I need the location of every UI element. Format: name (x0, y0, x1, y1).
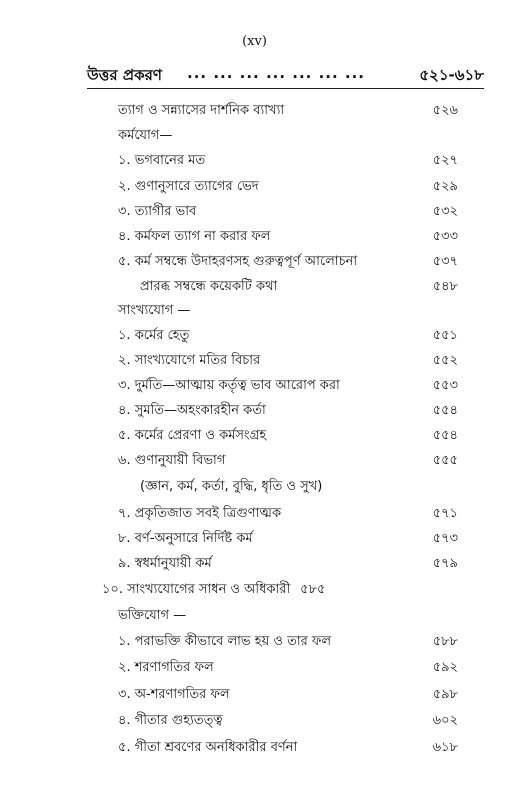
entry-label: ৮. বর্ণ-অনুসারে নির্দিষ্ট কর্ম (118, 531, 253, 546)
entry-page: ৫২৭ (432, 153, 458, 168)
toc-entry (118, 631, 458, 653)
toc-entry (118, 737, 458, 759)
toc-entry (118, 710, 458, 732)
toc-entry (118, 176, 458, 198)
entry-page: ৫৫১ (432, 328, 458, 343)
entry-page: ৫৩২ (432, 204, 458, 219)
entry-label: ১. কর্মের হেতু (118, 328, 190, 343)
entry-label: ৩. দুর্মতি—আত্মায় কর্তৃত্ব ভাব আরোপ করা (118, 378, 340, 393)
entry-page: ৫৩৭ (432, 254, 458, 269)
toc-entry (118, 450, 458, 472)
toc-subheading (118, 300, 458, 322)
toc-subheading (118, 605, 458, 627)
toc-entry (102, 579, 462, 601)
toc-entry (118, 375, 458, 397)
entry-label: ত্যাগ ও সন্ন্যাসের দার্শনিক ব্যাখ্যা (118, 103, 285, 118)
toc-entry (118, 325, 458, 347)
toc-entry (118, 251, 458, 273)
entry-page: ৫৭১ (432, 506, 458, 521)
entry-page: ৫৭৯ (432, 556, 458, 571)
entry-label: ৪. সুমতি—অহংকারহীন কর্তা (118, 403, 266, 418)
entry-label: ১. পরাভক্তি কীভাবে লাভ হয় ও তার ফল (118, 634, 332, 649)
entry-label: ৫. কর্ম সম্বন্ধে উদাহরণসহ গুরুত্বপূর্ণ আলোচনা (118, 254, 358, 269)
toc-entry (118, 553, 458, 575)
toc-entry (118, 528, 458, 550)
toc-entry (118, 684, 458, 706)
toc-entry (118, 657, 458, 679)
entry-page: ৫৫২ (432, 353, 458, 368)
entry-label: ভক্তিযোগ — (118, 608, 187, 623)
toc-subheading (118, 125, 458, 147)
toc-entry (118, 226, 458, 248)
section-leader-dots: ... ... ... ... ... ... ... (187, 64, 365, 82)
entry-label: ৭. প্রকৃতিজাত সবই ত্রিগুণাত্মক (118, 506, 282, 521)
page-number: (xv) (242, 34, 267, 49)
entry-page: ৫৩৩ (432, 229, 458, 244)
toc-entry (118, 276, 458, 298)
entry-label: ৬. গুণানুযায়ী বিভাগ (118, 453, 226, 468)
entry-label: কর্মযোগ— (118, 128, 173, 143)
section-page-range: ৫২১-৬১৮ (419, 66, 484, 84)
entry-label: ৪. কর্মফল ত্যাগ না করার ফল (118, 229, 271, 244)
entry-page: ৫৫৪ (432, 403, 458, 418)
entry-label: ২. গুণানুসারে ত্যাগের ভেদ (118, 179, 259, 194)
section-title: উত্তর প্রকরণ (87, 66, 162, 84)
entry-page: ৫২৬ (432, 103, 458, 118)
toc-entry (118, 100, 458, 122)
entry-label: সাংখ্যযোগ — (118, 303, 191, 318)
entry-label: ৩. ত্যাগীর ভাব (118, 204, 197, 219)
entry-page: ৬১৮ (432, 740, 458, 755)
toc-entry (118, 425, 458, 447)
entry-label: ৪. গীতার গুহ্যতত্ত্ব (118, 713, 223, 728)
entry-page: ৫৮৮ (432, 634, 458, 649)
toc-entry (118, 350, 458, 372)
toc-entry (118, 400, 458, 422)
entry-page: ৫৮৫ (300, 582, 326, 597)
toc-entry (118, 503, 458, 525)
toc-entry (118, 150, 458, 172)
entry-page: ৫৪৮ (432, 279, 458, 294)
entry-page: ৫৫৫ (432, 453, 458, 468)
entry-page: ৫২৯ (432, 179, 458, 194)
entry-page: ৫৫৪ (432, 428, 458, 443)
toc-entry (118, 201, 458, 223)
entry-label: ২. শরণাগতির ফল (118, 660, 214, 675)
entry-label: ১. ভগবানের মত (118, 153, 206, 168)
entry-label: ৩. অ-শরণাগতির ফল (118, 687, 230, 702)
entry-label: ৫. কর্মের প্রেরণা ও কর্মসংগ্রহ (118, 428, 267, 443)
entry-label: ৯. স্বধর্মানুযায়ী কর্ম (118, 556, 212, 571)
entry-page: ৫৭৩ (432, 531, 458, 546)
entry-label: (জ্ঞান, কর্ম, কর্তা, বুদ্ধি, ধৃতি ও সুখ) (140, 479, 323, 494)
entry-label: ১০. সাংখ্যযোগের সাধন ও অধিকারী (102, 582, 291, 597)
entry-label: ২. সাংখ্যযোগে মতির বিচার (118, 353, 261, 368)
entry-page: ৬০২ (432, 713, 458, 728)
entry-label: প্রারব্ধ সম্বন্ধে কয়েকটি কথা (140, 279, 278, 294)
entry-label: ৫. গীতা শ্রবণের অনধিকারীর বর্ণনা (118, 740, 298, 755)
entry-page: ৫৯২ (432, 660, 458, 675)
entry-page: ৫৯৮ (432, 687, 458, 702)
entry-page: ৫৫৩ (432, 378, 458, 393)
toc-entry-note (140, 476, 480, 498)
